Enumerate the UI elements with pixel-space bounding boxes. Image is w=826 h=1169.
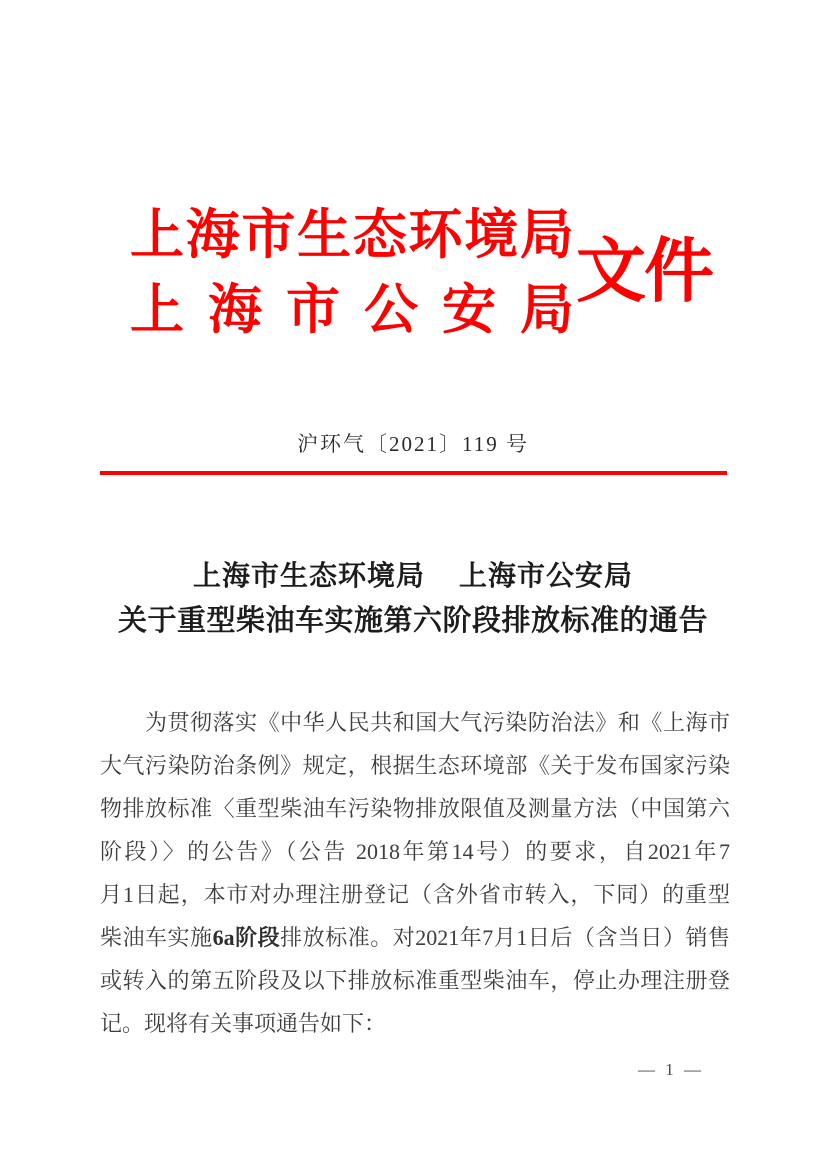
agency-name-police-bureau bbox=[130, 273, 574, 348]
document-number: 沪环气〔2021〕119 号 bbox=[297, 432, 529, 456]
body-line bbox=[100, 916, 730, 959]
body-run: 大气污染防治条例》规定，根据生态环境部《关于发布国家污染 bbox=[100, 753, 730, 778]
body-run: 月1日起，本市对办理注册登记（含外省市转入，下同）的重型 bbox=[100, 882, 730, 907]
agency-char: 局 bbox=[520, 280, 574, 340]
body-run: 记。现将有关事项通告如下： bbox=[100, 1011, 387, 1036]
agency-char: 海 bbox=[185, 205, 240, 265]
body-run: 阶段）〉的公告》（公告 2018年第14号）的要求，自2021年7 bbox=[100, 839, 730, 864]
body-run: 为贯彻落实《中华人民共和国大气污染防治法》和《上海市 bbox=[145, 710, 730, 735]
body-run: 物排放标准〈重型柴油车污染物排放限值及测量方法（中国第六 bbox=[100, 796, 730, 821]
page-number: — 1 — bbox=[638, 1060, 704, 1079]
body-line bbox=[100, 787, 730, 830]
agency-char: 生 bbox=[297, 205, 352, 265]
title-agency-right: 上海市公安局 bbox=[459, 561, 634, 592]
agency-char: 态 bbox=[352, 205, 407, 265]
agency-char: 上 bbox=[130, 205, 184, 265]
agency-char: 安 bbox=[442, 280, 496, 340]
agency-char: 公 bbox=[364, 280, 418, 340]
title-subject-line: 关于重型柴油车实施第六阶段排放标准的通告 bbox=[117, 605, 708, 637]
agency-char: 市 bbox=[286, 280, 340, 340]
body-line bbox=[100, 873, 730, 916]
body-line bbox=[100, 830, 730, 873]
document-label-wenjian: 文件 bbox=[576, 234, 712, 311]
letterhead bbox=[130, 198, 712, 348]
body-run: 排放标准。对2021年7月1日后（含当日）销售 bbox=[280, 925, 730, 950]
title-agency-left: 上海市生态环境局 bbox=[192, 561, 425, 592]
agency-char: 局 bbox=[519, 205, 574, 265]
agency-char: 环 bbox=[408, 205, 463, 265]
body-run: 或转入的第五阶段及以下排放标准重型柴油车，停止办理注册登 bbox=[100, 968, 730, 993]
title-block bbox=[0, 557, 826, 642]
body-line bbox=[100, 744, 730, 787]
agency-char: 境 bbox=[464, 205, 519, 265]
body-run-bold: 6a阶段 bbox=[212, 925, 281, 950]
agency-name-env-bureau bbox=[130, 198, 574, 273]
title-agencies-line bbox=[0, 557, 826, 597]
body-run: 柴油车实施 bbox=[100, 925, 213, 950]
agency-char: 市 bbox=[241, 205, 296, 265]
body-line bbox=[100, 701, 730, 744]
agency-char: 海 bbox=[208, 280, 262, 340]
body-line bbox=[100, 1002, 730, 1045]
red-divider-rule bbox=[100, 471, 727, 475]
body-line bbox=[100, 959, 730, 1002]
body-paragraph bbox=[100, 701, 730, 1045]
agency-names bbox=[130, 198, 574, 348]
agency-char: 上 bbox=[130, 280, 184, 340]
